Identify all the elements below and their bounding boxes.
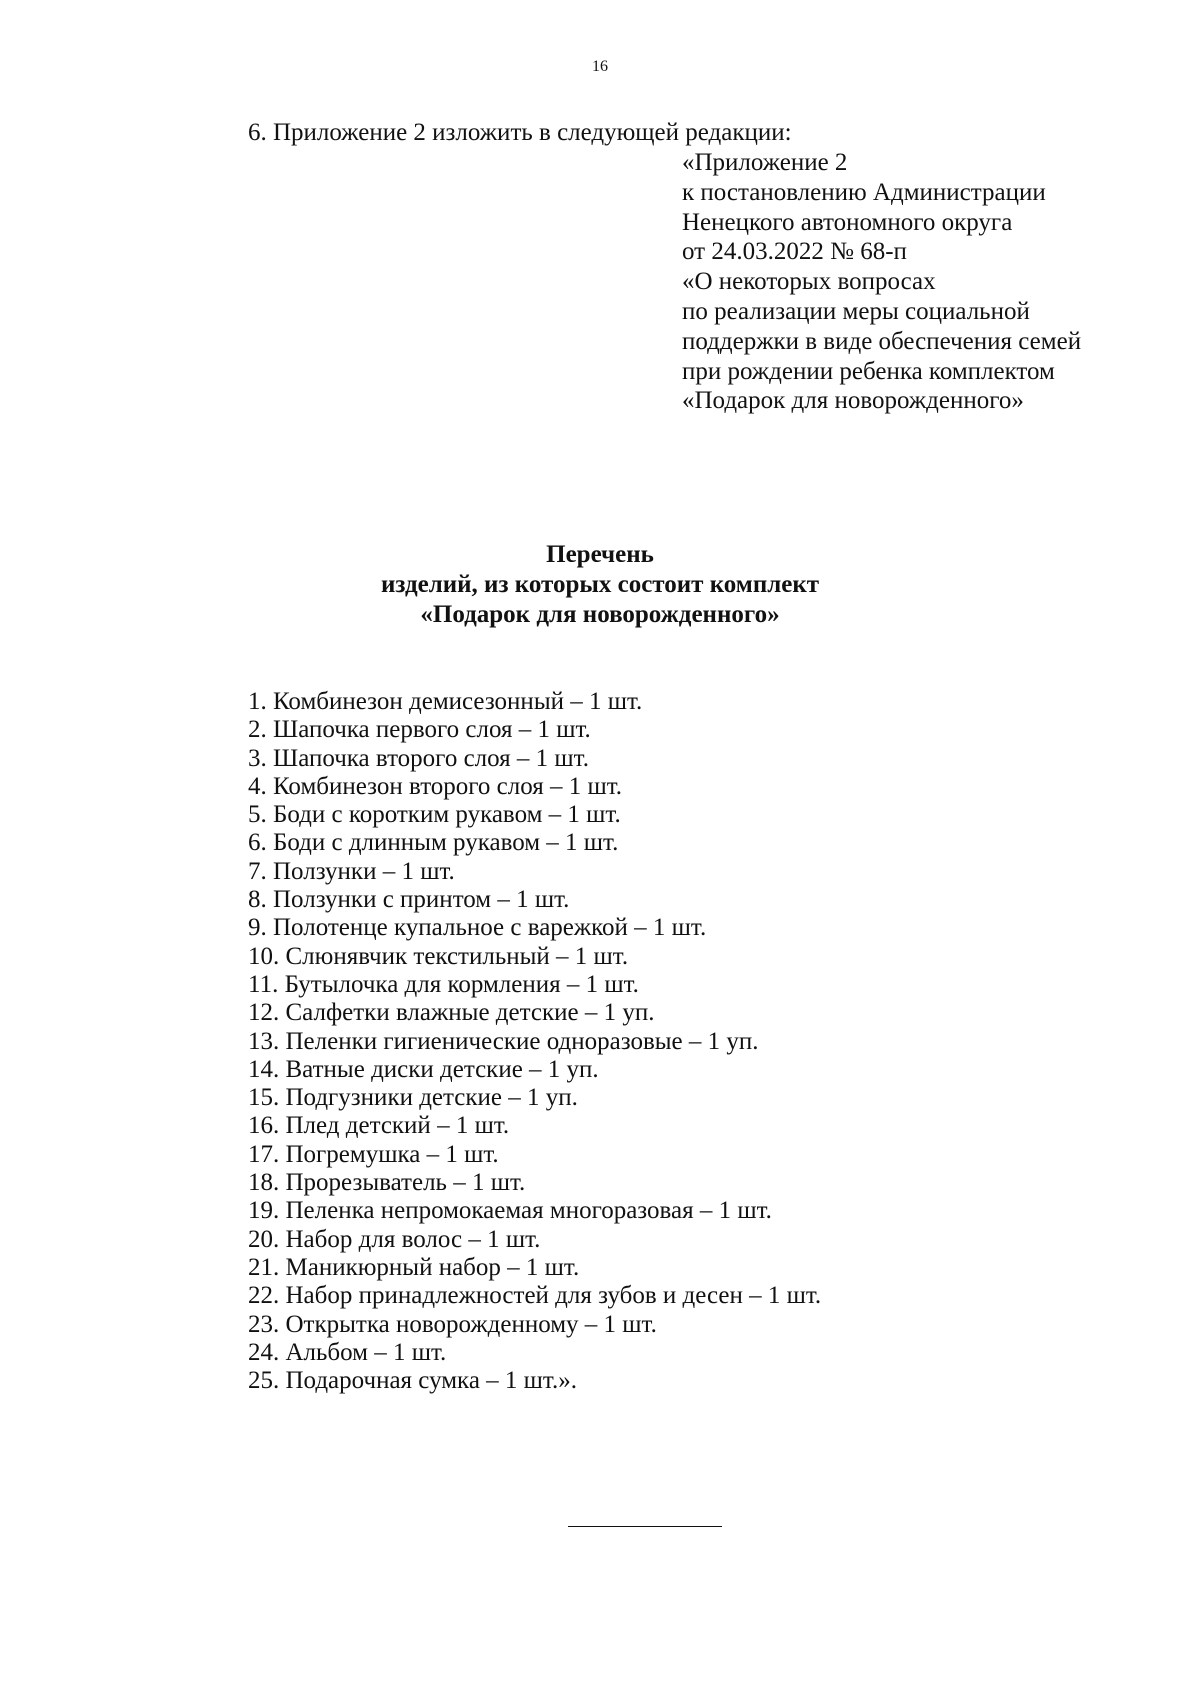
appendix-line: к постановлению Администрации (682, 178, 1046, 206)
list-item: 11. Бутылочка для кормления – 1 шт. (248, 970, 639, 998)
page-number: 16 (592, 58, 608, 75)
list-item: 5. Боди с коротким рукавом – 1 шт. (248, 801, 621, 829)
document-title (0, 540, 1200, 630)
title-line: «Подарок для новорожденного» (420, 601, 780, 628)
list-item: 18. Прорезыватель – 1 шт. (248, 1169, 526, 1197)
appendix-line: Ненецкого автономного округа (682, 208, 1013, 236)
list-item: 8. Ползунки с принтом – 1 шт. (248, 886, 570, 914)
list-item: 23. Открытка новорожденному – 1 шт. (248, 1310, 657, 1338)
appendix-line: «Подарок для новорожденного» (682, 387, 1024, 415)
list-item: 10. Слюнявчик текстильный – 1 шт. (248, 942, 629, 970)
list-item: 17. Погремушка – 1 шт. (248, 1140, 499, 1168)
appendix-header-block (682, 148, 1081, 416)
list-item: 15. Подгузники детские – 1 уп. (248, 1084, 578, 1112)
list-item: 16. Плед детский – 1 шт. (248, 1112, 510, 1140)
title-line: изделий, из которых состоит комплект (380, 571, 820, 598)
list-item: 3. Шапочка второго слоя – 1 шт. (248, 744, 589, 772)
list-item: 9. Полотенце купальное с варежкой – 1 шт. (248, 914, 707, 942)
list-item: 21. Маникюрный набор – 1 шт. (248, 1253, 580, 1281)
list-item: 25. Подарочная сумка – 1 шт.». (248, 1367, 577, 1395)
list-item: 1. Комбинезон демисезонный – 1 шт. (248, 688, 643, 715)
appendix-line: от 24.03.2022 № 68-п (682, 238, 907, 266)
closing-divider (568, 1526, 722, 1527)
appendix-line: поддержки в виде обеспечения семей (682, 327, 1082, 355)
list-item: 24. Альбом – 1 шт. (248, 1338, 447, 1366)
list-item: 2. Шапочка первого слоя – 1 шт. (248, 716, 591, 744)
appendix-line: по реализации меры социальной (682, 297, 1030, 325)
list-item: 4. Комбинезон второго слоя – 1 шт. (248, 772, 623, 800)
list-item: 6. Боди с длинным рукавом – 1 шт. (248, 829, 619, 857)
appendix-line: «О некоторых вопросах (682, 268, 936, 296)
list-item: 19. Пеленка непромокаемая многоразовая – 1 шт. (248, 1197, 772, 1225)
list-item: 13. Пеленки гигиенические одноразовые – 1 уп. (248, 1027, 759, 1055)
list-item: 20. Набор для волос – 1 шт. (248, 1225, 541, 1253)
list-item: 22. Набор принадлежностей для зубов и десен – 1 шт. (248, 1282, 822, 1310)
items-list (248, 688, 821, 1395)
list-item: 14. Ватные диски детские – 1 уп. (248, 1055, 599, 1083)
title-line: Перечень (546, 541, 654, 568)
amendment-intro: 6. Приложение 2 изложить в следующей редакции: (248, 119, 792, 146)
list-item: 12. Салфетки влажные детские – 1 уп. (248, 999, 655, 1027)
appendix-line: «Приложение 2 (682, 149, 848, 176)
list-item: 7. Ползунки – 1 шт. (248, 857, 455, 885)
appendix-line: при рождении ребенка комплектом (682, 357, 1055, 385)
